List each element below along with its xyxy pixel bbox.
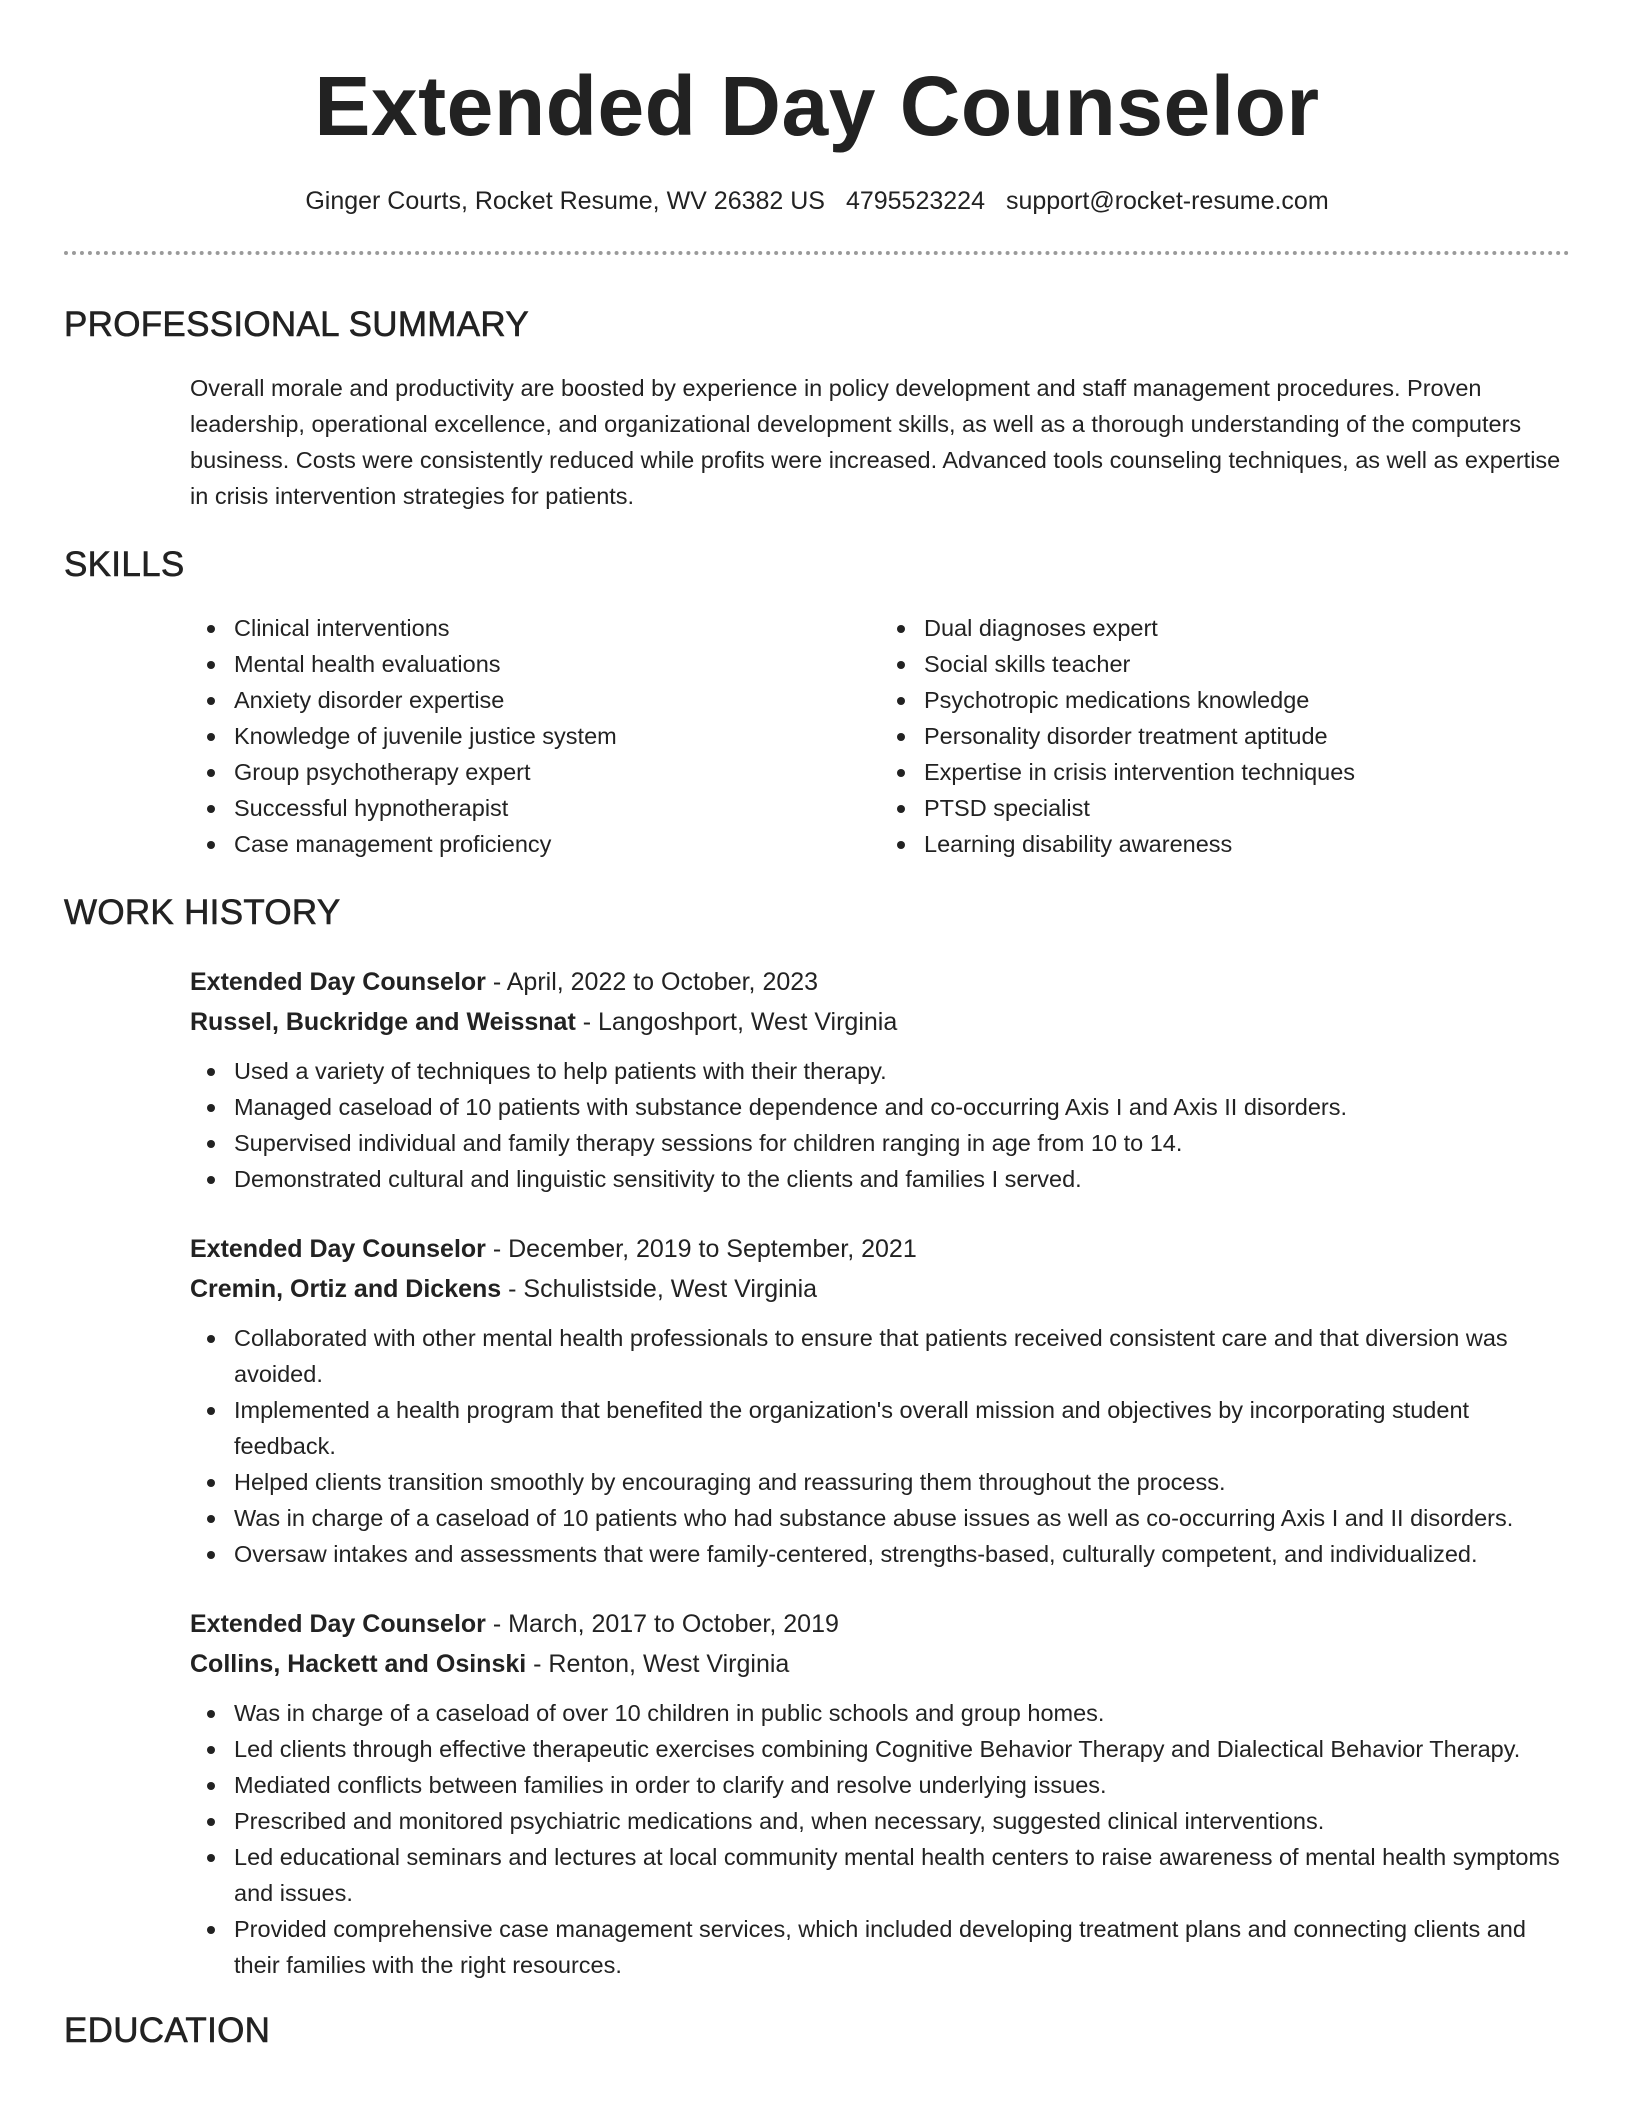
- job-bullet: Managed caseload of 10 patients with substance dependence and co-occurring Axis I and Axis II disorders.: [234, 1089, 1570, 1125]
- job-bullet: Oversaw intakes and assessments that were family-centered, strengths-based, culturally competent, and individualized.: [234, 1536, 1570, 1572]
- job-location: - Schulistside, West Virginia: [501, 1275, 818, 1303]
- contact-address: Ginger Courts, Rocket Resume, WV 26382 US: [305, 187, 825, 215]
- job-bullets: [190, 1053, 1570, 1197]
- skill-item: Social skills teacher: [924, 646, 1570, 682]
- job-bullet: Collaborated with other mental health professionals to ensure that patients received consistent care and that diversion was avoided.: [234, 1320, 1570, 1392]
- job-company: Cremin, Ortiz and Dickens: [190, 1275, 502, 1303]
- job-company: Collins, Hackett and Osinski: [190, 1650, 527, 1678]
- job-bullet: Mediated conflicts between families in order to clarify and resolve underlying issues.: [234, 1767, 1570, 1803]
- job-entry: [190, 962, 1570, 1197]
- job-bullet: Provided comprehensive case management services, which included developing treatment plans and connecting clients and their families with the right resources.: [234, 1911, 1570, 1983]
- job-bullet: Used a variety of techniques to help patients with their therapy.: [234, 1053, 1570, 1089]
- skill-item: Psychotropic medications knowledge: [924, 682, 1570, 718]
- skills-column-left: [190, 610, 880, 862]
- job-bullets: [190, 1320, 1570, 1572]
- job-entry: [190, 1229, 1570, 1572]
- header-divider: [64, 251, 1570, 255]
- job-bullet: Was in charge of a caseload of over 10 children in public schools and group homes.: [234, 1695, 1570, 1731]
- job-bullets: [190, 1695, 1570, 1983]
- contact-email: support@rocket-resume.com: [1005, 187, 1329, 215]
- skill-item: PTSD specialist: [924, 790, 1570, 826]
- job-entry: [190, 1604, 1570, 1983]
- job-location: - Renton, West Virginia: [526, 1650, 790, 1678]
- job-role: Extended Day Counselor: [190, 968, 486, 996]
- contact-phone: 4795523224: [845, 187, 985, 215]
- skill-item: Mental health evaluations: [234, 646, 880, 682]
- summary-section-title: PROFESSIONAL SUMMARY: [64, 305, 529, 344]
- contact-line: [64, 186, 1570, 216]
- skills-column-right: [880, 610, 1570, 862]
- job-dates: - December, 2019 to September, 2021: [485, 1235, 917, 1263]
- job-bullet: Led educational seminars and lectures at local community mental health centers to raise awareness of mental health symptoms and issues.: [234, 1839, 1570, 1911]
- skill-item: Learning disability awareness: [924, 826, 1570, 862]
- job-company-line: [190, 1269, 1570, 1309]
- resume-page: [64, 0, 1570, 2052]
- job-bullet: Prescribed and monitored psychiatric medications and, when necessary, suggested clinical interventions.: [234, 1803, 1570, 1839]
- job-role-line: [190, 1229, 1570, 1269]
- skills-list: [190, 610, 1570, 862]
- skill-item: Successful hypnotherapist: [234, 790, 880, 826]
- skill-item: Case management proficiency: [234, 826, 880, 862]
- job-bullet: Was in charge of a caseload of 10 patients who had substance abuse issues as well as co-occurring Axis I and II disorders.: [234, 1500, 1570, 1536]
- skill-item: Personality disorder treatment aptitude: [924, 718, 1570, 754]
- job-company-line: [190, 1644, 1570, 1684]
- job-bullet: Implemented a health program that benefited the organization's overall mission and objectives by incorporating student feedback.: [234, 1392, 1570, 1464]
- resume-name-heading: Extended Day Counselor: [314, 59, 1320, 153]
- job-company: Russel, Buckridge and Weissnat: [190, 1008, 576, 1036]
- job-dates: - April, 2022 to October, 2023: [485, 968, 819, 996]
- job-bullet: Demonstrated cultural and linguistic sensitivity to the clients and families I served.: [234, 1161, 1570, 1197]
- job-bullet: Helped clients transition smoothly by encouraging and reassuring them throughout the process.: [234, 1464, 1570, 1500]
- job-role-line: [190, 962, 1570, 1002]
- job-bullet: Supervised individual and family therapy sessions for children ranging in age from 10 to 14.: [234, 1125, 1570, 1161]
- job-company-line: [190, 1002, 1570, 1042]
- work-section-title: WORK HISTORY: [64, 893, 341, 932]
- skill-item: Dual diagnoses expert: [924, 610, 1570, 646]
- job-role-line: [190, 1604, 1570, 1644]
- job-dates: - March, 2017 to October, 2019: [485, 1610, 839, 1638]
- skill-item: Expertise in crisis intervention techniques: [924, 754, 1570, 790]
- skill-item: Knowledge of juvenile justice system: [234, 718, 880, 754]
- job-bullet: Led clients through effective therapeutic exercises combining Cognitive Behavior Therapy and Dialectical Behavior Therapy.: [234, 1731, 1570, 1767]
- education-section-title: EDUCATION: [64, 2011, 271, 2050]
- job-role: Extended Day Counselor: [190, 1235, 486, 1263]
- skill-item: Clinical interventions: [234, 610, 880, 646]
- skills-section-title: SKILLS: [64, 545, 185, 584]
- skill-item: Anxiety disorder expertise: [234, 682, 880, 718]
- job-location: - Langoshport, West Virginia: [575, 1008, 898, 1036]
- skill-item: Group psychotherapy expert: [234, 754, 880, 790]
- summary-text: Overall morale and productivity are boosted by experience in policy development and staff management procedures. Proven leadership, operational excellence, and organizational development skills, as well as a thorough understanding of the computers business. Costs were consistently reduced while profits were increased. Advanced tools counseling techniques, as well as expertise in crisis intervention strategies for patients.: [190, 375, 1561, 509]
- job-role: Extended Day Counselor: [190, 1610, 486, 1638]
